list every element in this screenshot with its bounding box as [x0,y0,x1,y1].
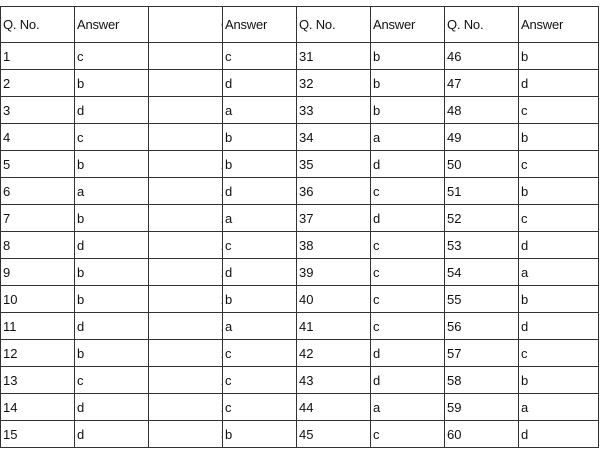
question-number-cell: 51 [445,178,519,205]
answer-cell: b [519,124,599,151]
answer-cell: b [75,340,149,367]
question-number-cell: 46 [445,43,519,70]
question-number-cell [149,178,223,205]
answer-cell: d [371,340,445,367]
table-row [1,394,599,421]
question-number-cell: 11 [1,313,75,340]
table-row [1,286,599,313]
answer-cell: d [75,313,149,340]
table-row [1,340,599,367]
answer-cell: b [223,151,297,178]
question-number-cell: 56 [445,313,519,340]
answer-cell: c [223,43,297,70]
answer-cell: b [519,43,599,70]
answer-cell: d [75,421,149,448]
answer-cell: c [223,367,297,394]
question-number-cell: 36 [297,178,371,205]
question-number-cell: 58 [445,367,519,394]
question-number-cell: 48 [445,97,519,124]
question-number-cell [149,43,223,70]
answer-cell: b [371,43,445,70]
answer-cell: b [371,70,445,97]
header-row [1,7,599,43]
table-row [1,70,599,97]
question-number-cell: 1 [1,43,75,70]
answer-cell: d [519,421,599,448]
answer-cell: d [519,70,599,97]
table-row [1,367,599,394]
table-row [1,178,599,205]
question-number-cell: 50 [445,151,519,178]
question-number-cell: 41 [297,313,371,340]
question-number-cell: 4 [1,124,75,151]
answer-cell: c [519,205,599,232]
question-number-cell [149,313,223,340]
answer-cell: d [75,394,149,421]
question-number-cell [149,151,223,178]
question-number-cell: 12 [1,340,75,367]
question-number-cell [149,421,223,448]
answer-cell: c [519,151,599,178]
answer-key-table [0,6,599,448]
answer-cell: d [519,313,599,340]
question-number-cell [149,97,223,124]
answer-cell: b [75,259,149,286]
question-number-cell: 57 [445,340,519,367]
question-number-cell: 43 [297,367,371,394]
answer-cell: a [371,394,445,421]
question-number-cell: 42 [297,340,371,367]
answer-cell: a [75,178,149,205]
question-number-cell: 35 [297,151,371,178]
question-number-cell [149,259,223,286]
question-number-cell: 39 [297,259,371,286]
table-row [1,232,599,259]
answer-cell: d [519,232,599,259]
table-row [1,421,599,448]
answer-cell: a [519,394,599,421]
header-qno: Q. No. [1,7,75,43]
table-row [1,124,599,151]
answer-cell: c [371,421,445,448]
question-number-cell: 34 [297,124,371,151]
answer-cell: c [75,367,149,394]
answer-cell: c [371,232,445,259]
answer-cell: b [75,70,149,97]
answer-cell: a [223,97,297,124]
question-number-cell: 49 [445,124,519,151]
answer-cell: a [519,259,599,286]
question-number-cell [149,70,223,97]
answer-cell: c [223,340,297,367]
question-number-cell: 45 [297,421,371,448]
question-number-cell: 37 [297,205,371,232]
table-row [1,97,599,124]
answer-cell: b [75,286,149,313]
table-row [1,151,599,178]
answer-cell: d [75,232,149,259]
question-number-cell: 7 [1,205,75,232]
question-number-cell [149,205,223,232]
answer-cell: c [371,286,445,313]
table-row [1,205,599,232]
answer-cell: c [519,340,599,367]
answer-cell: c [75,124,149,151]
answer-cell: d [371,367,445,394]
question-number-cell: 38 [297,232,371,259]
header-answer: Answer [223,7,297,43]
answer-cell: a [223,205,297,232]
answer-cell: d [371,151,445,178]
answer-cell: d [223,259,297,286]
header-answer: Answer [371,7,445,43]
answer-cell: c [223,394,297,421]
question-number-cell: 6 [1,178,75,205]
question-number-cell: 9 [1,259,75,286]
table-row [1,259,599,286]
answer-cell: a [371,124,445,151]
answer-cell: b [519,286,599,313]
question-number-cell: 60 [445,421,519,448]
question-number-cell: 44 [297,394,371,421]
answer-cell: a [223,313,297,340]
question-number-cell: 55 [445,286,519,313]
answer-key-header [1,7,599,43]
question-number-cell: 53 [445,232,519,259]
answer-cell: c [75,43,149,70]
question-number-cell [149,124,223,151]
answer-cell: c [223,232,297,259]
answer-cell: b [223,286,297,313]
question-number-cell: 47 [445,70,519,97]
question-number-cell: 15 [1,421,75,448]
question-number-cell [149,232,223,259]
question-number-cell: 14 [1,394,75,421]
answer-cell: b [519,178,599,205]
question-number-cell: 5 [1,151,75,178]
question-number-cell [149,286,223,313]
question-number-cell: 32 [297,70,371,97]
header-qno: Q. No. [297,7,371,43]
answer-cell: d [223,178,297,205]
answer-cell: c [371,178,445,205]
question-number-cell: 54 [445,259,519,286]
answer-cell: c [519,97,599,124]
question-number-cell [149,394,223,421]
answer-cell: c [371,259,445,286]
answer-cell: b [223,421,297,448]
header-answer: Answer [75,7,149,43]
answer-cell: d [371,205,445,232]
question-number-cell [149,340,223,367]
question-number-cell: 59 [445,394,519,421]
question-number-cell: 52 [445,205,519,232]
question-number-cell: 2 [1,70,75,97]
question-number-cell: 13 [1,367,75,394]
answer-cell: b [75,151,149,178]
header-qno [149,7,223,43]
answer-cell: b [75,205,149,232]
header-qno: Q. No. [445,7,519,43]
question-number-cell: 33 [297,97,371,124]
answer-cell: b [371,97,445,124]
question-number-cell: 10 [1,286,75,313]
answer-cell: d [223,70,297,97]
question-number-cell [149,367,223,394]
question-number-cell: 3 [1,97,75,124]
question-number-cell: 31 [297,43,371,70]
table-row [1,43,599,70]
question-number-cell: 40 [297,286,371,313]
answer-cell: b [519,367,599,394]
answer-cell: b [223,124,297,151]
header-answer: Answer [519,7,599,43]
answer-cell: d [75,97,149,124]
question-number-cell: 8 [1,232,75,259]
answer-key-body [1,43,599,448]
table-row [1,313,599,340]
answer-cell: c [371,313,445,340]
